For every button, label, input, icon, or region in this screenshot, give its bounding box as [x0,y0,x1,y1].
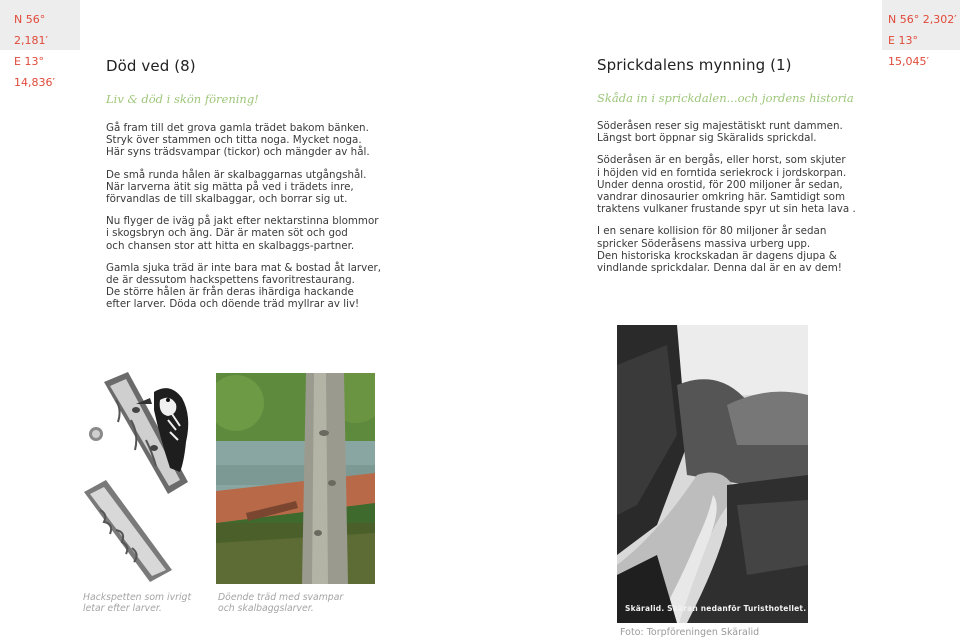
paragraph: I en senare kollision för 80 miljoner år sedan spricker Söderåsens massiva urberg upp. Den historiska krockskadan är dagens djupa & vindlande sprickdalar. Denna dal är en av dem! [597,225,842,275]
left-body-text [106,122,406,321]
longitude-right: E 13° 15,045′ [888,34,929,68]
bark-piece-lower [84,480,172,582]
paragraph: Gå fram till det grova gamla trädet bakom bänken. Stryk över stammen och titta noga. Mycket noga. Här syns trädsvampar (tickor) och mängder av hål. [106,122,370,159]
longitude-left: E 13° 14,836′ [14,55,55,89]
paragraph: De små runda hålen är skalbaggarnas utgångshål. När larverna ätit sig mätta på ved i trädets inre, förvandlas de till skalbaggar, och borrar sig ut. [106,168,367,206]
woodpecker-illustration [76,370,206,585]
caption-woodpecker: Hackspetten som ivrigt letar efter larver. [83,592,192,614]
paragraph: Gamla sjuka träd är inte bara mat & bostad åt larver, de är dessutom hackspettens favoritrestaurang. De större hålen är från deras ihärdiga hackande efter larver. Döda och döende träd myllrar av liv! [106,261,382,311]
paragraph: Nu flyger de iväg på jakt efter nektarstinna blommor i skogsbryn och äng. Där är maten söt och god och chansen stor att hitta en skalbaggs-partner. [106,215,379,252]
caption-tree: Döende träd med svampar och skalbaggslarver. [218,592,344,614]
paragraph: Söderåsen reser sig majestätiskt runt dammen. Längst bort öppnar sig Skäralids sprickdal. [597,120,843,145]
right-body-text [597,120,897,284]
left-page-subtitle: Liv & död i skön förening! [106,92,259,106]
latitude-right: N 56° 2,302′ [888,13,957,26]
tree-photo [216,373,375,584]
latitude-left: N 56° 2,181′ [14,13,48,47]
photo-credit: Foto: Torpföreningen Skäralid [620,627,760,638]
historical-valley-photo [617,325,808,623]
paragraph: Söderåsen är en bergås, eller horst, som skjuter i höjden vid en forntida seriekrock i jordskorpan. Under denna orostid, för 200 miljoner år sedan, vandrar dinosaurier omkring här. Samtidigt som traktens vulkaner frustande spyr ut sin heta lava . [597,154,856,216]
bark-chip [89,427,103,441]
photo-stamp: Skäralid. Skäran nedanför Turisthotellet. [625,604,807,613]
coordinates-box-left [0,0,80,89]
right-page-subtitle: Skåda in i sprickdalen...och jordens historia [597,91,854,105]
right-page-title: Sprickdalens mynning (1) [597,56,792,74]
left-page-title: Död ved (8) [106,57,196,75]
coordinates-box-right [882,0,960,68]
